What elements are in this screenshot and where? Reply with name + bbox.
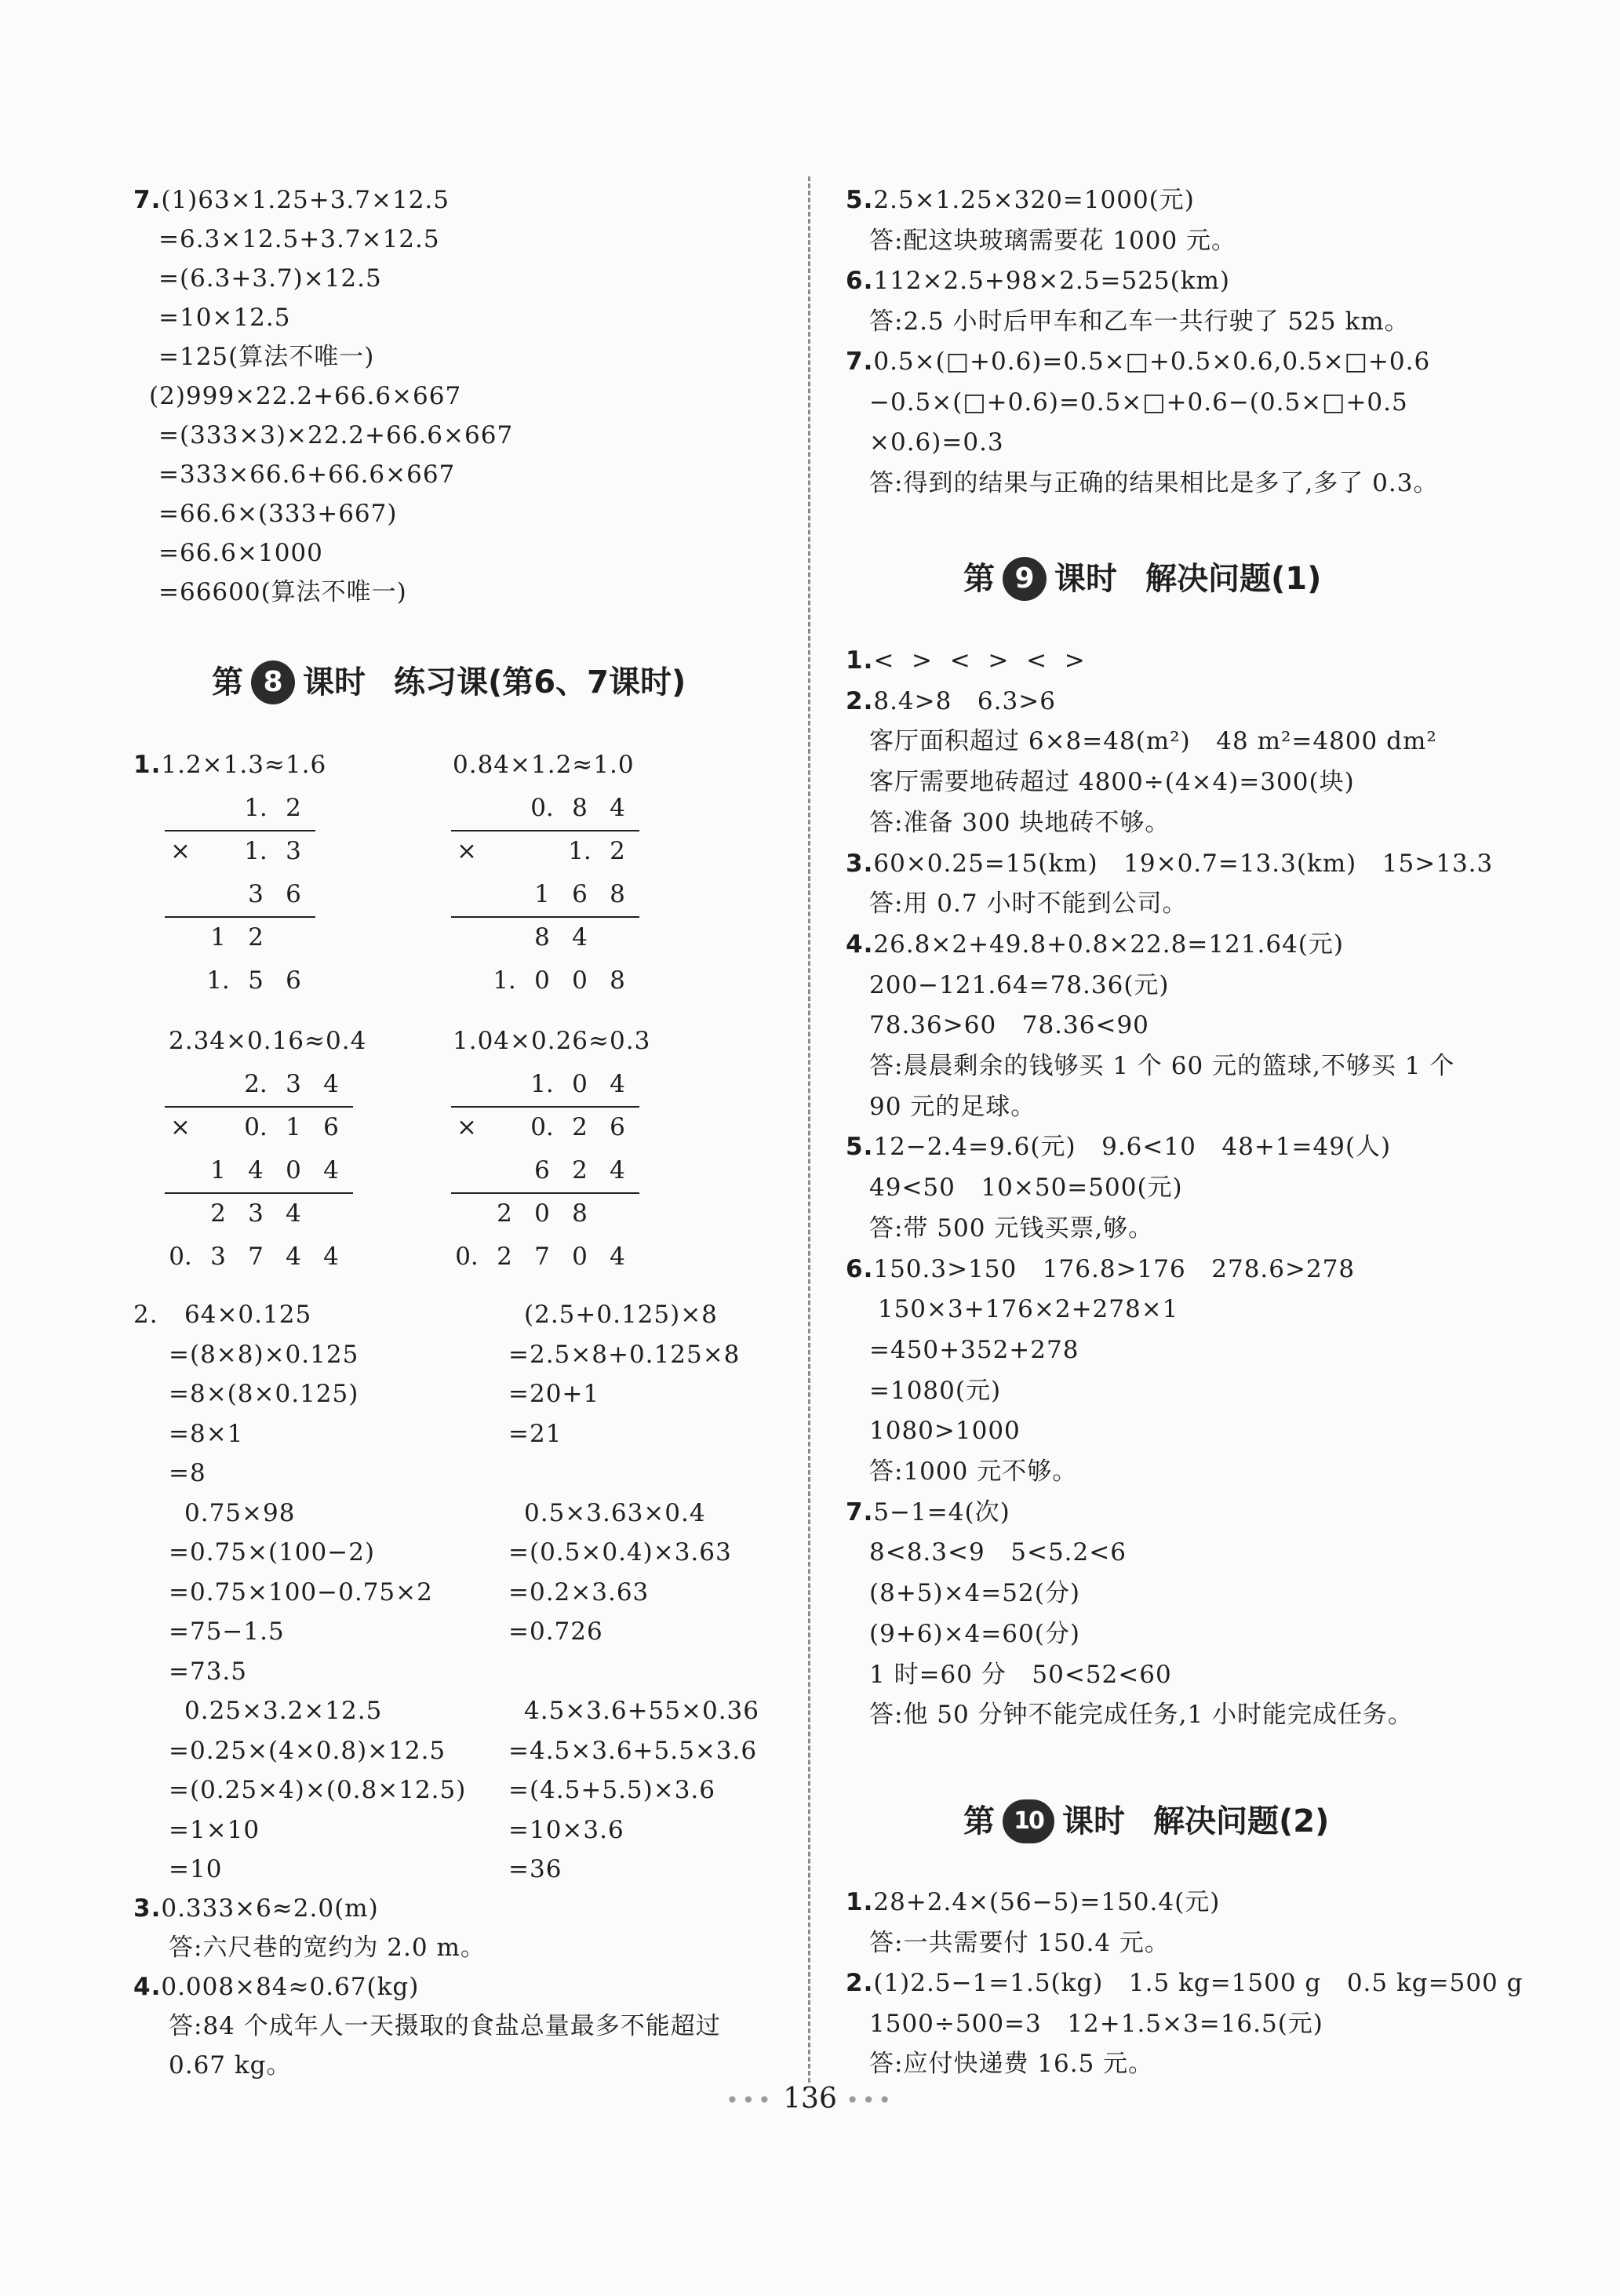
vm-row xyxy=(451,835,639,867)
vm-digit: × xyxy=(170,837,191,865)
q2-left-step: =8 xyxy=(169,1459,206,1487)
answer-text: 150.3>150 176.8>176 278.6>278 xyxy=(873,1254,1356,1283)
right-mid-line: 答:他 50 分钟不能完成任务,1 小时能完成任务。 xyxy=(869,1701,1414,1730)
left-q7-line-3: =10×12.5 xyxy=(158,304,291,332)
right-mid-line xyxy=(846,1497,1010,1528)
q2-left-step: =8×1 xyxy=(169,1419,244,1448)
q2-left-step: 0.75×98 xyxy=(184,1498,296,1527)
right-top-line: 答:2.5 小时后甲车和乙车一共行驶了 525 km。 xyxy=(869,307,1410,336)
section-heading-9 xyxy=(963,554,1321,604)
vm-digit: 6 xyxy=(534,1156,550,1184)
right-top-answers xyxy=(846,184,1505,498)
right-mid-line: 78.36>60 78.36<90 xyxy=(869,1011,1149,1040)
vm-row xyxy=(165,1241,353,1272)
q2-right-step: =21 xyxy=(508,1419,562,1448)
vm-row xyxy=(451,1198,639,1229)
vm-row xyxy=(451,965,639,996)
vm-digit: 1 xyxy=(210,923,226,952)
vm-digit: 4 xyxy=(248,1156,264,1184)
q2-right-step: =2.5×8+0.125×8 xyxy=(508,1340,741,1369)
vm-row xyxy=(165,792,315,824)
vm-digit: 2 xyxy=(286,794,301,822)
right-mid-line: 答:带 500 元钱买票,够。 xyxy=(869,1213,1154,1243)
question-number: 3. xyxy=(846,849,874,878)
question-number: 1. xyxy=(846,1888,874,1916)
left-q4-line-0: 4.0.008×84≈0.67(kg) xyxy=(133,1973,420,2001)
column-divider xyxy=(808,176,810,2083)
vm-digit: 0. xyxy=(244,1113,268,1141)
vm-row xyxy=(451,922,639,953)
vm-digit: 1. xyxy=(206,966,230,995)
vm-rule xyxy=(165,1192,353,1194)
right-top-line: −0.5×(□+0.6)=0.5×□+0.6−(0.5×□+0.5 xyxy=(869,388,1408,417)
right-top-line xyxy=(846,346,1430,377)
q2-right-step: =0.2×3.63 xyxy=(508,1577,650,1606)
right-bottom-line: 1500÷500=3 12+1.5×3=16.5(元) xyxy=(869,2009,1323,2038)
vm-digit: 0 xyxy=(572,1070,588,1098)
right-bottom-answers xyxy=(846,1887,1524,2090)
section-8-suffix: 课时 xyxy=(303,664,366,700)
right-mid-line xyxy=(846,645,1086,676)
vm-digit: 0. xyxy=(169,1243,192,1271)
right-mid-line xyxy=(846,848,1493,879)
q2-right-step: =(0.5×0.4)×3.63 xyxy=(508,1538,732,1566)
right-mid-line xyxy=(846,686,1056,717)
vm-digit: 8 xyxy=(610,880,625,908)
q2-left-step: =(0.25×4)×(0.8×12.5) xyxy=(169,1776,467,1804)
vm-digit: 6 xyxy=(286,880,301,908)
vm-row xyxy=(165,1198,353,1229)
q2-left-step: =75−1.5 xyxy=(169,1617,285,1646)
vertical-multiplication-a xyxy=(165,792,353,1012)
left-q1-title-c: 2.34×0.16≈0.4 xyxy=(169,1027,367,1055)
vm-rule xyxy=(165,830,315,831)
right-mid-line: 150×3+176×2+278×1 xyxy=(869,1295,1179,1324)
right-mid-line: =450+352+278 xyxy=(869,1335,1079,1364)
vm-row xyxy=(451,879,639,910)
vm-row xyxy=(451,1068,639,1100)
q2-left-step: =8×(8×0.125) xyxy=(169,1380,359,1408)
left-q7-line-4: =125(算法不唯一) xyxy=(158,343,375,371)
vm-digit: 1. xyxy=(244,837,268,865)
footer-dots-right: ••• xyxy=(846,2087,894,2113)
vm-digit: 3 xyxy=(248,1199,264,1228)
vm-digit: 1 xyxy=(210,1156,226,1184)
section-10-suffix: 课时 xyxy=(1062,1803,1125,1839)
vm-digit: 4 xyxy=(572,923,588,952)
vm-digit: 1. xyxy=(568,837,592,865)
right-mid-line: 8<8.3<9 5<5.2<6 xyxy=(869,1538,1127,1567)
vertical-multiplication-c xyxy=(165,1068,384,1288)
right-bottom-line: 答:应付快递费 16.5 元。 xyxy=(869,2050,1154,2078)
question-number: 2. xyxy=(846,686,874,715)
vm-row xyxy=(165,965,315,996)
q2-left-step: =0.75×100−0.75×2 xyxy=(169,1577,433,1606)
answer-text: 112×2.5+98×2.5=525(km) xyxy=(873,267,1231,295)
vm-digit: 3 xyxy=(286,837,301,865)
question-number: 5. xyxy=(846,186,874,214)
right-mid-line: 答:1000 元不够。 xyxy=(869,1457,1078,1486)
q2-right-step: =0.726 xyxy=(508,1617,603,1646)
q2-right-step: 4.5×3.6+55×0.36 xyxy=(524,1697,759,1725)
vm-digit: 3 xyxy=(210,1243,226,1271)
right-mid-line: 90 元的足球。 xyxy=(869,1092,1036,1121)
vm-rule xyxy=(165,916,315,918)
right-bottom-line: 答:一共需要付 150.4 元。 xyxy=(869,1928,1170,1957)
right-mid-line: 49<50 10×50=500(元) xyxy=(869,1173,1183,1203)
vm-digit: 4 xyxy=(286,1199,301,1228)
vm-rule xyxy=(451,1106,639,1108)
vm-row xyxy=(165,1155,353,1186)
answer-text: (1)2.5−1=1.5(kg) 1.5 kg=1500 g 0.5 kg=500 g xyxy=(873,1969,1524,1997)
section-9-prefix: 第 xyxy=(963,561,995,597)
vm-digit: 1. xyxy=(244,794,268,822)
vm-digit: 8 xyxy=(572,1199,588,1228)
right-top-line: 答:得到的结果与正确的结果相比是多了,多了 0.3。 xyxy=(869,468,1439,497)
q2-right-step: =4.5×3.6+5.5×3.6 xyxy=(508,1736,758,1765)
left-q7-line-9: =66.6×1000 xyxy=(158,539,323,567)
vm-digit: 4 xyxy=(610,1070,625,1098)
vm-row xyxy=(451,1112,639,1143)
vm-digit: × xyxy=(457,1113,477,1141)
vm-row xyxy=(451,1241,639,1272)
vm-digit: 7 xyxy=(248,1243,264,1271)
q2-right-column xyxy=(508,1299,791,1895)
vm-rule xyxy=(451,830,639,831)
vm-digit: 2 xyxy=(210,1199,226,1228)
left-q7-line-8: =66.6×(333+667) xyxy=(158,500,398,528)
right-mid-line xyxy=(846,929,1344,960)
vm-digit: 4 xyxy=(323,1070,339,1098)
vm-digit: 6 xyxy=(572,880,588,908)
vm-digit: 4 xyxy=(610,794,625,822)
answer-text: 8.4>8 6.3>6 xyxy=(873,686,1056,715)
vm-digit: 5 xyxy=(248,966,264,995)
right-middle-answers xyxy=(846,645,1505,1730)
section-heading-10 xyxy=(963,1796,1329,1847)
left-q7-line-7: =333×66.6+66.6×667 xyxy=(158,460,456,489)
right-mid-line: 1080>1000 xyxy=(869,1417,1021,1446)
vm-digit: 2 xyxy=(572,1113,588,1141)
vm-digit: 3 xyxy=(248,880,264,908)
vm-digit: 7 xyxy=(534,1243,550,1271)
question-number: 7. xyxy=(846,347,874,376)
vm-row xyxy=(165,835,315,867)
vm-row xyxy=(165,922,315,953)
answer-text: 28+2.4×(56−5)=150.4(元) xyxy=(873,1888,1221,1916)
right-mid-line: (9+6)×4=60(分) xyxy=(869,1619,1080,1648)
vm-row xyxy=(451,1155,639,1186)
page-footer xyxy=(0,2080,1620,2120)
vertical-multiplication-b xyxy=(451,792,671,1012)
vm-digit: 1 xyxy=(286,1113,301,1141)
right-mid-line xyxy=(846,1131,1391,1163)
right-mid-line xyxy=(846,1254,1355,1285)
vm-row xyxy=(165,879,315,910)
section-10-title: 解决问题(2) xyxy=(1153,1803,1330,1839)
q2-left-step: 64×0.125 xyxy=(184,1301,312,1329)
left-q1-title-b: 0.84×1.2≈1.0 xyxy=(453,751,635,779)
vm-digit: 2 xyxy=(497,1199,512,1228)
right-top-line: ×0.6)=0.3 xyxy=(869,428,1004,457)
vm-digit: 0. xyxy=(530,1113,554,1141)
left-q7-line-10: =66600(算法不唯一) xyxy=(158,578,407,606)
footer-dots-left: ••• xyxy=(726,2087,774,2113)
answer-text: < > < > < > xyxy=(873,646,1086,675)
right-top-line xyxy=(846,184,1195,216)
left-q4-line-1: 答:84 个成年人一天摄取的食盐总量最多不能超过 xyxy=(169,2012,721,2040)
vm-digit: 8 xyxy=(534,923,550,952)
vm-digit: 4 xyxy=(610,1243,625,1271)
question-number: 6. xyxy=(846,267,874,295)
vm-digit: 2 xyxy=(610,837,625,865)
left-q1-title-a: 1.1.2×1.3≈1.6 xyxy=(133,751,327,779)
right-mid-line: =1080(元) xyxy=(869,1376,1002,1405)
left-q1-title-d: 1.04×0.26≈0.3 xyxy=(453,1027,651,1055)
question-number: 5. xyxy=(846,1133,874,1162)
vm-digit: 0. xyxy=(530,794,554,822)
vm-digit: 0 xyxy=(534,1199,550,1228)
question-number: 7. xyxy=(846,1497,874,1526)
vm-digit: 0 xyxy=(534,966,550,995)
section-8-number-badge: 8 xyxy=(251,660,295,704)
q2-left-step: =0.75×(100−2) xyxy=(169,1538,376,1566)
vm-digit: 3 xyxy=(286,1070,301,1098)
answer-text: 2.5×1.25×320=1000(元) xyxy=(873,186,1195,214)
q2-right-step: =10×3.6 xyxy=(508,1815,624,1844)
answer-text: 0.5×(□+0.6)=0.5×□+0.5×0.6,0.5×□+0.6 xyxy=(873,347,1431,376)
question-number: 6. xyxy=(846,1254,874,1283)
q2-right-step: =36 xyxy=(508,1855,562,1883)
left-q2-number: 2. xyxy=(133,1301,158,1329)
right-mid-line: 答:准备 300 块地砖不够。 xyxy=(869,808,1170,837)
right-mid-line: 1 时=60 分 50<52<60 xyxy=(869,1660,1172,1689)
vm-digit: 0 xyxy=(572,1243,588,1271)
vm-digit: 8 xyxy=(610,966,625,995)
vm-digit: 1 xyxy=(534,880,550,908)
answer-text: 26.8×2+49.8+0.8×22.8=121.64(元) xyxy=(873,930,1344,959)
answer-text: 60×0.25=15(km) 19×0.7=13.3(km) 15>13.3 xyxy=(873,849,1494,878)
vertical-multiplication-d xyxy=(451,1068,671,1288)
vm-digit: 6 xyxy=(323,1113,339,1141)
vm-digit: 6 xyxy=(610,1113,625,1141)
vm-digit: 1. xyxy=(530,1070,554,1098)
left-q7-line-2: =(6.3+3.7)×12.5 xyxy=(158,264,382,293)
q2-right-step: (2.5+0.125)×8 xyxy=(524,1301,718,1329)
vm-digit: × xyxy=(170,1113,191,1141)
left-q7-line-5: (2)999×22.2+66.6×667 xyxy=(149,382,462,410)
vm-digit: 4 xyxy=(610,1156,625,1184)
page-number: 136 xyxy=(783,2083,837,2115)
section-9-suffix: 课时 xyxy=(1054,561,1117,597)
left-q4-line-2: 0.67 kg。 xyxy=(169,2051,292,2079)
q2-left-step: =1×10 xyxy=(169,1815,260,1844)
vm-rule xyxy=(165,1106,353,1108)
vm-row xyxy=(165,1112,353,1143)
left-q7-line-1: =6.3×12.5+3.7×12.5 xyxy=(158,225,440,253)
vm-rule xyxy=(451,916,639,918)
right-mid-line: 200−121.64=78.36(元) xyxy=(869,970,1170,999)
vm-digit: 2. xyxy=(244,1070,268,1098)
right-top-line xyxy=(846,265,1230,297)
left-q3-line-0: 3.0.333×6≈2.0(m) xyxy=(133,1894,379,1923)
right-mid-line: 客厅需要地砖超过 4800÷(4×4)=300(块) xyxy=(869,768,1355,797)
vm-digit: 8 xyxy=(572,794,588,822)
q2-left-column xyxy=(169,1299,467,1895)
left-q7-line-6: =(333×3)×22.2+66.6×667 xyxy=(158,421,514,449)
vm-digit: 6 xyxy=(286,966,301,995)
question-number: 1. xyxy=(846,646,874,675)
left-q3-line-1: 答:六尺巷的宽约为 2.0 m。 xyxy=(169,1934,486,1962)
vm-digit: 0. xyxy=(455,1243,479,1271)
question-number: 2. xyxy=(846,1969,874,1997)
section-8-title: 练习课(第6、7课时) xyxy=(394,664,686,700)
q2-left-step: =0.25×(4×0.8)×12.5 xyxy=(169,1736,446,1765)
q2-right-step: =(4.5+5.5)×3.6 xyxy=(508,1776,716,1804)
section-8-prefix: 第 xyxy=(212,664,243,700)
q2-left-step: =73.5 xyxy=(169,1657,247,1686)
vm-digit: 1. xyxy=(493,966,516,995)
section-9-title: 解决问题(1) xyxy=(1145,561,1322,597)
vm-row xyxy=(165,1068,353,1100)
right-mid-line: 答:晨晨剩余的钱够买 1 个 60 元的篮球,不够买 1 个 xyxy=(869,1052,1455,1080)
vm-digit: 0 xyxy=(286,1156,301,1184)
answer-text: 5−1=4(次) xyxy=(873,1497,1010,1526)
vm-digit: 0 xyxy=(572,966,588,995)
q2-left-step: 0.25×3.2×12.5 xyxy=(184,1697,383,1725)
right-mid-line: 答:用 0.7 小时不能到公司。 xyxy=(869,890,1188,919)
left-q7-line-0: 7.(1)63×1.25+3.7×12.5 xyxy=(133,186,450,214)
question-number: 4. xyxy=(846,930,874,959)
q2-left-step: =10 xyxy=(169,1855,223,1883)
vm-digit: 4 xyxy=(323,1243,339,1271)
vm-rule xyxy=(451,1192,639,1194)
right-bottom-line xyxy=(846,1887,1220,1918)
right-mid-line: 客厅面积超过 6×8=48(m²) 48 m²=4800 dm² xyxy=(869,727,1437,756)
section-heading-8 xyxy=(212,657,686,708)
right-mid-line: (8+5)×4=52(分) xyxy=(869,1579,1080,1608)
section-10-prefix: 第 xyxy=(963,1803,995,1839)
q2-left-step: =(8×8)×0.125 xyxy=(169,1340,359,1369)
section-9-number-badge: 9 xyxy=(1003,557,1047,601)
answer-text: 12−2.4=9.6(元) 9.6<10 48+1=49(人) xyxy=(873,1133,1392,1162)
vm-digit: × xyxy=(457,837,477,865)
vm-digit: 4 xyxy=(323,1156,339,1184)
q2-right-step: =20+1 xyxy=(508,1380,600,1408)
right-top-line: 答:配这块玻璃需要花 1000 元。 xyxy=(869,226,1237,255)
vm-digit: 4 xyxy=(286,1243,301,1271)
q2-right-step: 0.5×3.63×0.4 xyxy=(524,1498,706,1527)
section-10-number-badge: 10 xyxy=(1003,1799,1054,1843)
vm-row xyxy=(451,792,639,824)
vm-digit: 2 xyxy=(248,923,264,952)
right-bottom-line xyxy=(846,1967,1523,1999)
vm-digit: 2 xyxy=(497,1243,512,1271)
vm-digit: 2 xyxy=(572,1156,588,1184)
